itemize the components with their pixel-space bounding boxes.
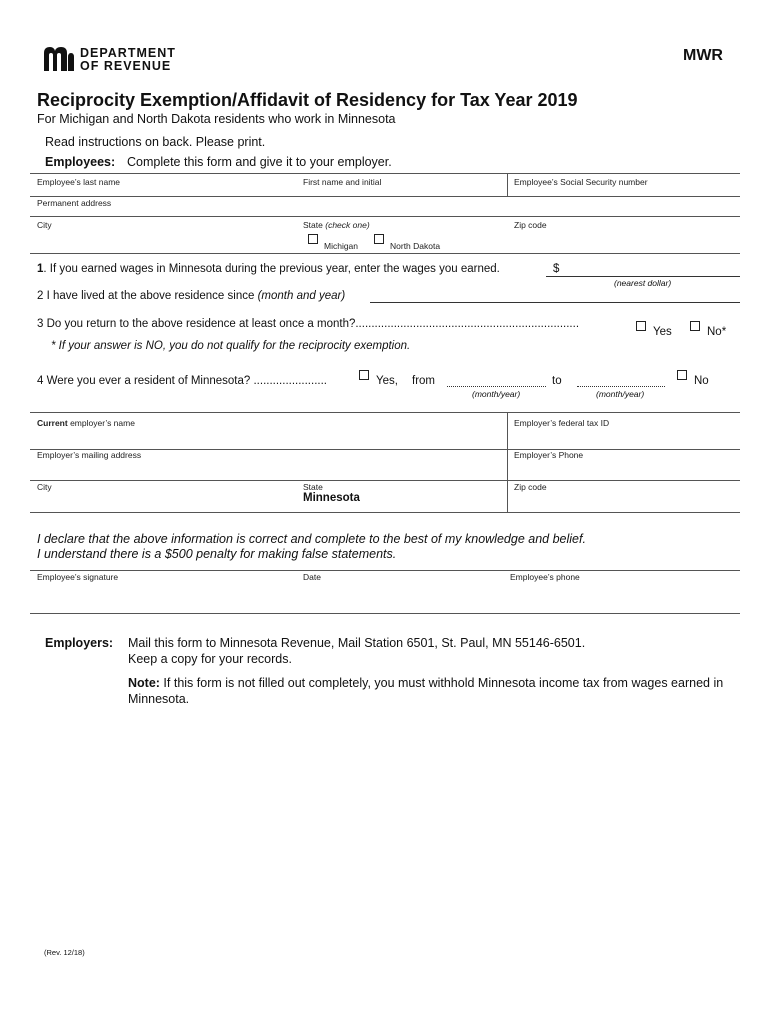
state-hint: (check one) <box>325 220 370 230</box>
question-2 <box>37 290 345 302</box>
divider <box>507 449 508 480</box>
divider <box>507 480 508 512</box>
q3-no-checkbox[interactable] <box>690 321 700 331</box>
employer-zip-field[interactable]: Zip code <box>514 482 547 492</box>
q2-hint: (month and year) <box>257 290 346 302</box>
first-name-field[interactable]: First name and initial <box>303 177 382 187</box>
form-code: MWR <box>683 47 723 64</box>
divider <box>30 570 740 571</box>
employees-text: Complete this form and give it to your employer. <box>127 155 392 169</box>
mn-logo-icon <box>44 47 74 71</box>
q4-to-input[interactable] <box>577 386 665 387</box>
north-dakota-label: North Dakota <box>390 241 441 251</box>
employer-state-label: State <box>303 482 323 492</box>
note-label: Note: <box>128 676 160 690</box>
q4-to-hint: (month/year) <box>596 389 645 399</box>
q1-hint: (nearest dollar) <box>614 278 672 288</box>
q1-dollar-sign: $ <box>553 263 560 275</box>
note-line1: If this form is not filled out completely, you must withhold Minnesota income tax from wages earned in <box>159 676 724 690</box>
question-3: 3 Do you return to the above residence at least once a month?...................................................................... <box>37 318 580 330</box>
revision-note: (Rev. 12/18) <box>44 948 85 957</box>
employer-state-value: Minnesota <box>303 492 360 504</box>
logo-text-line2: OF REVENUE <box>80 59 172 73</box>
declaration-line2: I understand there is a $500 penalty for making false statements. <box>37 547 397 561</box>
divider <box>30 196 740 197</box>
q3-note: * If your answer is NO, you do not qualify for the reciprocity exemption. <box>51 340 411 352</box>
last-name-field[interactable]: Employee’s last name <box>37 177 120 187</box>
employee-zip-field[interactable]: Zip code <box>514 220 547 230</box>
permanent-address-field[interactable]: Permanent address <box>37 198 112 208</box>
divider <box>30 480 740 481</box>
employees-label: Employees: <box>45 155 116 169</box>
q4-to-label: to <box>552 375 562 387</box>
employee-signature-field[interactable]: Employee’s signature <box>37 572 119 582</box>
page-subtitle: For Michigan and North Dakota residents who work in Minnesota <box>37 112 396 126</box>
employers-line1: Mail this form to Minnesota Revenue, Mail Station 6501, St. Paul, MN 55146-6501. <box>128 636 586 650</box>
q4-from-label: from <box>412 375 435 387</box>
divider <box>30 613 740 614</box>
logo-text-line1: DEPARTMENT <box>80 46 176 60</box>
divider <box>30 216 740 217</box>
ssn-field[interactable]: Employee’s Social Security number <box>514 177 648 187</box>
employee-city-field[interactable]: City <box>37 220 52 230</box>
divider <box>30 253 740 254</box>
q1-wages-input[interactable] <box>546 276 740 277</box>
employer-name-label: employer’s name <box>67 418 135 428</box>
date-field[interactable]: Date <box>303 572 321 582</box>
q1-number: 1 <box>37 263 44 275</box>
employers-note <box>128 676 723 690</box>
employers-note-line2: Minnesota. <box>128 692 190 706</box>
employer-name-field[interactable] <box>37 418 135 428</box>
north-dakota-checkbox[interactable] <box>374 234 384 244</box>
mn-logo <box>44 47 74 71</box>
employers-label: Employers: <box>45 636 114 650</box>
q4-from-hint: (month/year) <box>472 389 521 399</box>
declaration-line1: I declare that the above information is correct and complete to the best of my knowledge and belief. <box>37 532 586 546</box>
divider <box>30 512 740 513</box>
michigan-label: Michigan <box>324 241 359 251</box>
federal-tax-id-field[interactable]: Employer’s federal tax ID <box>514 418 610 428</box>
q2-text: 2 I have lived at the above residence since <box>37 290 255 302</box>
divider <box>507 412 508 449</box>
employer-mailing-address-field[interactable]: Employer’s mailing address <box>37 450 142 460</box>
q4-from-input[interactable] <box>447 386 546 387</box>
q3-yes-checkbox[interactable] <box>636 321 646 331</box>
q4-yes-checkbox[interactable] <box>359 370 369 380</box>
q3-yes-label: Yes <box>653 326 672 338</box>
q4-yes-label: Yes, <box>376 375 398 387</box>
page-title: Reciprocity Exemption/Affidavit of Residency for Tax Year 2019 <box>37 90 578 110</box>
question-1 <box>37 263 500 275</box>
employee-phone-field[interactable]: Employee’s phone <box>510 572 580 582</box>
divider <box>507 173 508 196</box>
q4-no-label: No <box>694 375 709 387</box>
divider <box>30 173 740 174</box>
state-label: State <box>303 220 323 230</box>
question-4: 4 Were you ever a resident of Minnesota? ....................... <box>37 375 327 387</box>
q4-no-checkbox[interactable] <box>677 370 687 380</box>
current-bold: Current <box>37 418 68 428</box>
employee-state-label <box>303 220 370 230</box>
q3-no-label: No* <box>707 326 727 338</box>
employers-line2: Keep a copy for your records. <box>128 652 292 666</box>
instructions-text: Read instructions on back. Please print. <box>45 135 266 149</box>
divider <box>30 412 740 413</box>
q2-date-input[interactable] <box>370 302 740 303</box>
michigan-checkbox[interactable] <box>308 234 318 244</box>
employer-phone-field[interactable]: Employer’s Phone <box>514 450 584 460</box>
employer-city-field[interactable]: City <box>37 482 52 492</box>
q1-text: . If you earned wages in Minnesota during the previous year, enter the wages you earned. <box>43 263 500 275</box>
